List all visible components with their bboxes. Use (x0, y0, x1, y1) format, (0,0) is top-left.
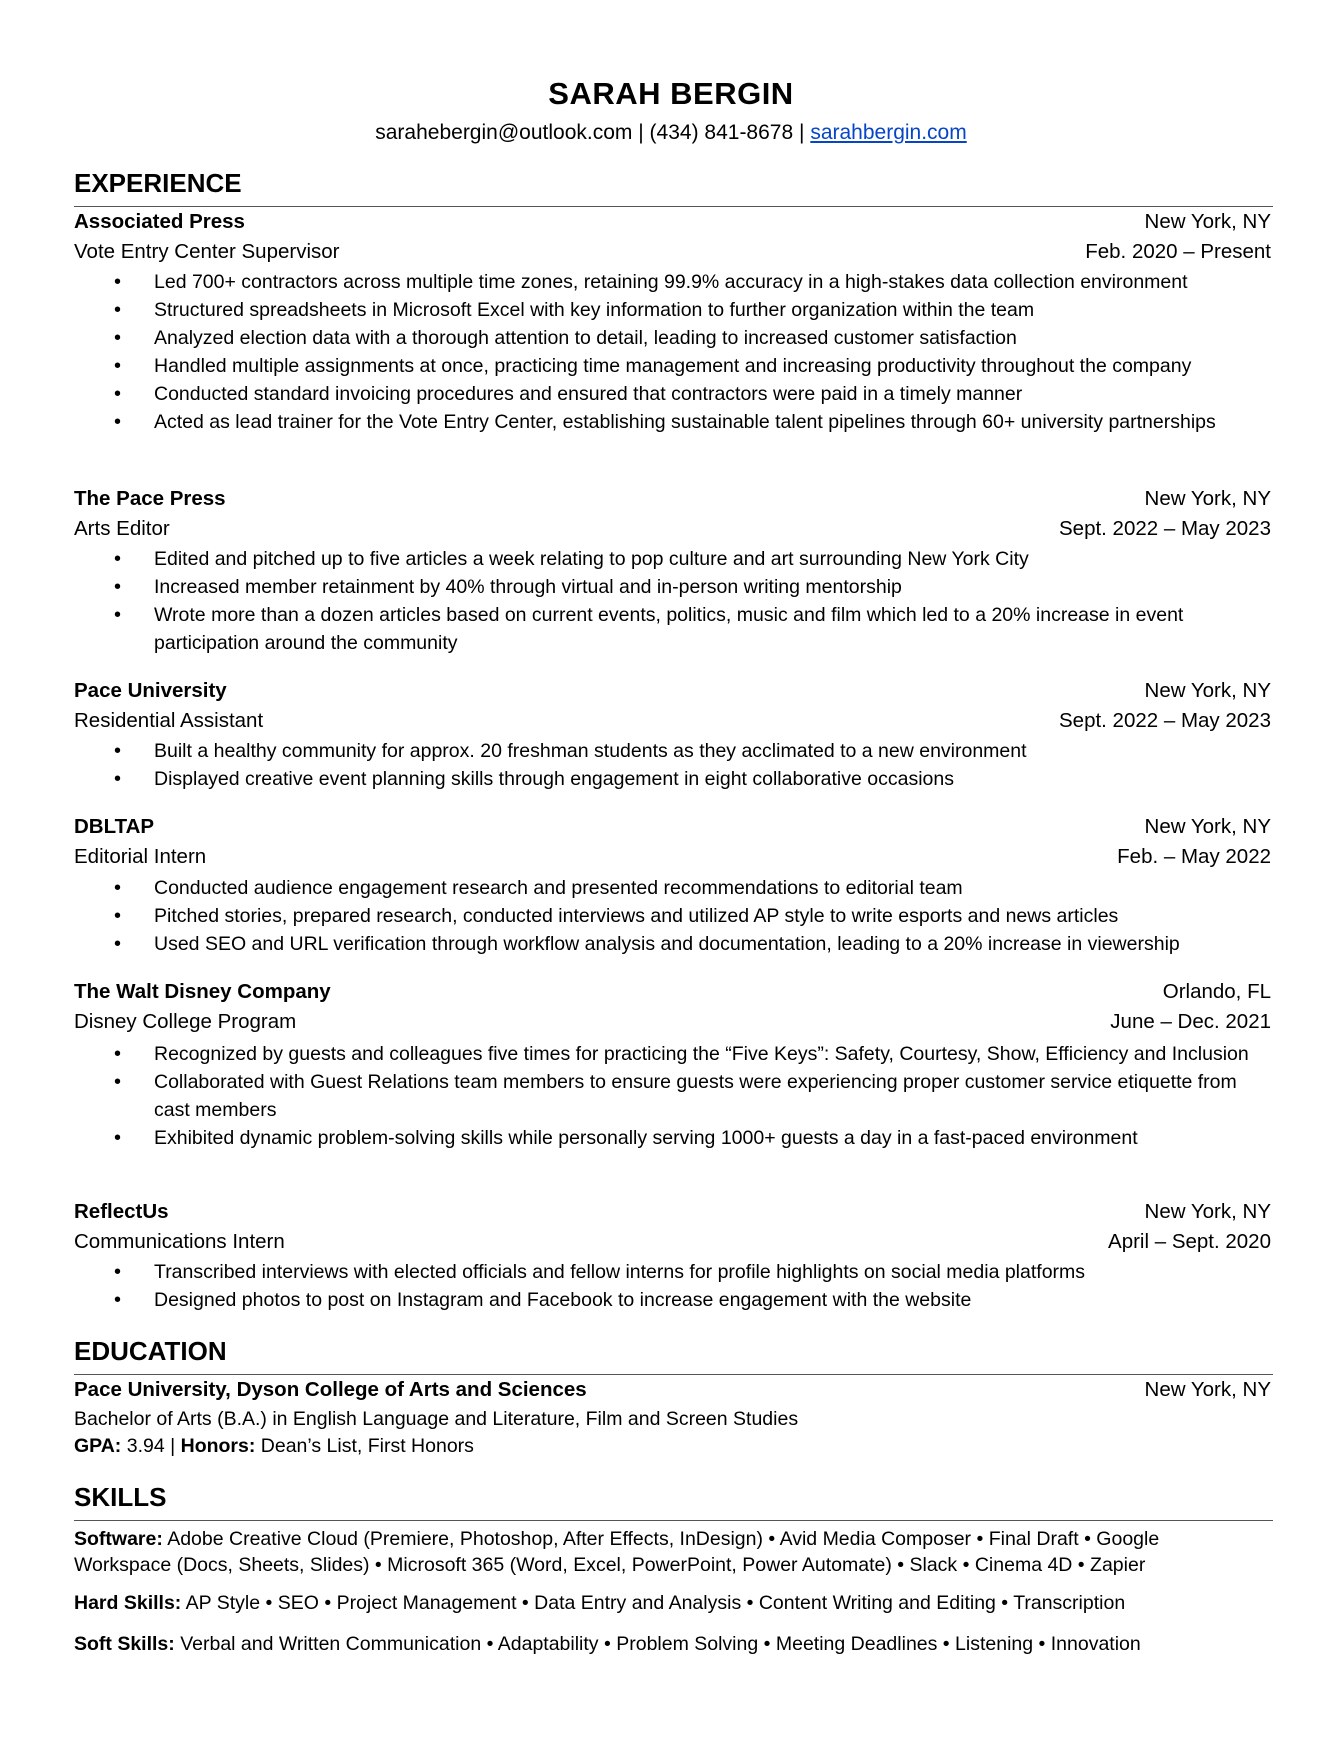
job-dates: June – Dec. 2021 (1110, 1010, 1271, 1033)
list-item: • Edited and pitched up to five articles a week relating to pop culture and art surrounding New York City (74, 545, 1254, 573)
job-dates: Sept. 2022 – May 2023 (1059, 709, 1271, 732)
school-name: Pace University, Dyson College of Arts and Sciences (74, 1378, 587, 1401)
contact-line (0, 121, 1342, 145)
skills-soft-label: Soft Skills: (74, 1633, 175, 1655)
email: sarahebergin@outlook.com (375, 121, 633, 144)
list-item: • Collaborated with Guest Relations team members to ensure guests were experiencing proper customer service etiquette from cast members (74, 1068, 1254, 1124)
job-header (74, 210, 1271, 238)
job-dates: Feb. 2020 – Present (1085, 240, 1271, 263)
job-role-row (74, 709, 1271, 737)
skills-hard (74, 1590, 1254, 1616)
skills-software (74, 1526, 1254, 1578)
job-org: Associated Press (74, 210, 245, 233)
job-location: New York, NY (1144, 210, 1271, 233)
skills-soft (74, 1631, 1254, 1657)
job-bullets (74, 1258, 1254, 1314)
job-bullets (74, 268, 1254, 436)
job-dates: Feb. – May 2022 (1117, 845, 1271, 868)
job-header (74, 815, 1271, 843)
job-org: Pace University (74, 679, 227, 702)
job-role: Editorial Intern (74, 845, 207, 868)
section-title-experience: EXPERIENCE (74, 168, 242, 198)
list-item: • Analyzed election data with a thorough attention to detail, leading to increased customer satisfaction (74, 324, 1254, 352)
separator: | (799, 121, 805, 144)
skills-soft-value: Verbal and Written Communication • Adaptability • Problem Solving • Meeting Deadlines • Listening • Innovation (180, 1633, 1141, 1655)
separator: | (638, 121, 644, 144)
list-item: • Exhibited dynamic problem-solving skills while personally serving 1000+ guests a day in a fast-paced environment (74, 1124, 1254, 1152)
job-location: New York, NY (1144, 679, 1271, 702)
list-item: • Led 700+ contractors across multiple time zones, retaining 99.9% accuracy in a high-stakes data collection environment (74, 268, 1254, 296)
job-role-row (74, 517, 1271, 545)
list-item: • Built a healthy community for approx. 20 freshman students as they acclimated to a new environment (74, 737, 1254, 765)
gpa-value: 3.94 (126, 1435, 165, 1457)
list-item: • Transcribed interviews with elected officials and fellow interns for profile highlights on social media platforms (74, 1258, 1254, 1286)
list-item: • Designed photos to post on Instagram and Facebook to increase engagement with the website (74, 1286, 1254, 1314)
skills-software-label: Software: (74, 1528, 163, 1550)
job-location: New York, NY (1144, 1200, 1271, 1223)
candidate-name: SARAH BERGIN (548, 76, 794, 111)
list-item: • Acted as lead trainer for the Vote Entry Center, establishing sustainable talent pipelines through 60+ university partnerships (74, 408, 1254, 436)
job-header (74, 980, 1271, 1008)
gpa-honors-line (74, 1435, 474, 1458)
job-header (74, 1200, 1271, 1228)
job-role-row (74, 845, 1271, 873)
gpa-label: GPA: (74, 1435, 122, 1457)
section-title-education: EDUCATION (74, 1336, 227, 1366)
job-dates: Sept. 2022 – May 2023 (1059, 517, 1271, 540)
job-org: The Pace Press (74, 487, 226, 510)
section-divider (74, 1520, 1273, 1521)
list-item: • Conducted audience engagement research and presented recommendations to editorial team (74, 874, 1254, 902)
job-role-row (74, 240, 1271, 268)
list-item: • Used SEO and URL verification through workflow analysis and documentation, leading to a 20% increase in viewership (74, 930, 1254, 958)
job-role: Arts Editor (74, 517, 170, 540)
job-header (74, 679, 1271, 707)
job-org: The Walt Disney Company (74, 980, 331, 1003)
job-org: DBLTAP (74, 815, 155, 838)
honors-value: Dean’s List, First Honors (260, 1435, 474, 1457)
list-item: • Structured spreadsheets in Microsoft Excel with key information to further organization within the team (74, 296, 1254, 324)
job-location: New York, NY (1144, 815, 1271, 838)
skills-hard-label: Hard Skills: (74, 1592, 182, 1614)
list-item: • Increased member retainment by 40% through virtual and in-person writing mentorship (74, 573, 1254, 601)
job-bullets (74, 874, 1254, 958)
degree: Bachelor of Arts (B.A.) in English Language and Literature, Film and Screen Studies (74, 1408, 799, 1430)
honors-label: Honors: (180, 1435, 256, 1457)
section-divider (74, 206, 1273, 207)
skills-software-value: Adobe Creative Cloud (Premiere, Photoshop, After Effects, InDesign) • Avid Media Composer • Final Draft • Google Workspace (Docs, Sheets, Slides) • Microsoft 365 (Word, Excel, PowerPoint, Power Automate) • Slack • Cinema 4D • Zapier (74, 1528, 1160, 1576)
separator: | (170, 1435, 176, 1457)
job-location: Orlando, FL (1162, 980, 1271, 1003)
education-header (74, 1378, 1271, 1406)
job-bullets (74, 737, 1254, 793)
school-location: New York, NY (1144, 1378, 1271, 1401)
job-role: Disney College Program (74, 1010, 297, 1033)
phone: (434) 841-8678 (649, 121, 794, 144)
list-item: • Recognized by guests and colleagues five times for practicing the “Five Keys”: Safety, Courtesy, Show, Efficiency and Inclusion (74, 1040, 1254, 1068)
section-divider (74, 1374, 1273, 1375)
section-title-skills: SKILLS (74, 1482, 167, 1512)
list-item: • Wrote more than a dozen articles based on current events, politics, music and film which led to a 20% increase in event participation around the community (74, 601, 1254, 657)
job-role: Residential Assistant (74, 709, 264, 732)
job-bullets (74, 545, 1254, 657)
list-item: • Handled multiple assignments at once, practicing time management and increasing productivity throughout the company (74, 352, 1254, 380)
job-role-row (74, 1010, 1271, 1038)
job-location: New York, NY (1144, 487, 1271, 510)
website-link[interactable]: sarahbergin.com (810, 121, 967, 144)
job-org: ReflectUs (74, 1200, 169, 1223)
job-role: Communications Intern (74, 1230, 285, 1253)
skills-hard-value: AP Style • SEO • Project Management • Data Entry and Analysis • Content Writing and Editing • Transcription (185, 1592, 1126, 1614)
list-item: • Pitched stories, prepared research, conducted interviews and utilized AP style to write esports and news articles (74, 902, 1254, 930)
job-header (74, 487, 1271, 515)
job-dates: April – Sept. 2020 (1108, 1230, 1271, 1253)
job-role: Vote Entry Center Supervisor (74, 240, 340, 263)
list-item: • Conducted standard invoicing procedures and ensured that contractors were paid in a timely manner (74, 380, 1254, 408)
job-bullets (74, 1040, 1254, 1152)
job-role-row (74, 1230, 1271, 1258)
list-item: • Displayed creative event planning skills through engagement in eight collaborative occasions (74, 765, 1254, 793)
